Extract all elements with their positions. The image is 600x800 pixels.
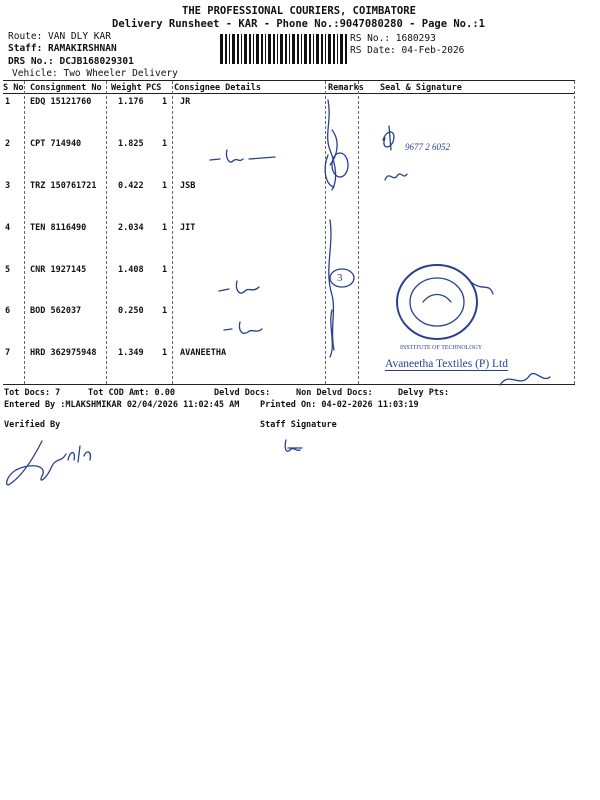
row-sno: 2: [5, 139, 11, 149]
staff-info: Staff: RAMAKIRSHNAN: [8, 43, 117, 54]
barcode-bar: [297, 34, 299, 64]
row-weight: 1.176: [118, 97, 144, 107]
row-pcs: 1: [162, 306, 168, 316]
handwritten-phone: 9677 2 6052: [405, 142, 450, 152]
staff-signature: [280, 436, 310, 458]
row-sno: 1: [5, 97, 11, 107]
table-top-rule: [3, 80, 575, 81]
barcode-bar: [328, 34, 331, 64]
col-header-remarks: Remarks: [328, 83, 364, 93]
barcode-bar: [321, 34, 323, 64]
total-cod: Tot COD Amt: 0.00: [88, 388, 175, 398]
delivery-points: Delvy Pts:: [398, 388, 450, 398]
seal-signatures: [375, 120, 505, 210]
barcode-bar: [273, 34, 275, 64]
barcode-bar: [292, 34, 295, 64]
barcode-bar: [277, 34, 278, 64]
stamp-circle-text: INSTITUTE OF TECHNOLOGY: [400, 345, 483, 351]
row-consignment: HRD 362975948: [30, 348, 97, 358]
printed-on: Printed On: 04-02-2026 11:03:19: [260, 400, 419, 410]
row-consignment: CNR 1927145: [30, 265, 87, 275]
barcode-bar: [304, 34, 307, 64]
barcode-bar: [340, 34, 343, 64]
barcode-bar: [244, 34, 247, 64]
col-divider: [24, 81, 25, 384]
col-header-sno: S No: [3, 83, 24, 93]
entered-by: Entered By :MLAKSHMIKAR 02/04/2026 11:02:45 AM: [4, 400, 240, 410]
row-weight: 2.034: [118, 223, 144, 233]
row-weight: 1.408: [118, 265, 144, 275]
barcode-bar: [280, 34, 283, 64]
row-consignee: JIT: [180, 223, 196, 233]
consignee-scribble: [205, 145, 285, 170]
remarks-handwriting: [310, 95, 370, 380]
staff-signature-label: Staff Signature: [260, 420, 337, 430]
col-header-weight: Weight: [111, 83, 142, 93]
row-weight: 1.825: [118, 139, 144, 149]
row-pcs: 1: [162, 348, 168, 358]
row-weight: 0.250: [118, 306, 144, 316]
barcode-bar: [313, 34, 314, 64]
barcode-bar: [301, 34, 302, 64]
consignee-scribble: [220, 318, 280, 340]
row-sno: 4: [5, 223, 11, 233]
barcode-bar: [265, 34, 266, 64]
barcode-bar: [232, 34, 235, 64]
barcode-bar: [268, 34, 271, 64]
total-docs: Tot Docs: 7: [4, 388, 61, 398]
row-pcs: 1: [162, 139, 168, 149]
row-pcs: 1: [162, 223, 168, 233]
col-header-consignee: Consignee Details: [174, 83, 261, 93]
row-weight: 0.422: [118, 181, 144, 191]
row-pcs: 1: [162, 181, 168, 191]
runsheet-title: Delivery Runsheet - KAR - Phone No.:9047080280 - Page No.:1: [112, 18, 485, 30]
col-divider: [172, 81, 173, 384]
barcode-bar: [229, 34, 230, 64]
remark-circle: [328, 266, 358, 290]
delivered-docs: Delvd Docs:: [214, 388, 271, 398]
row-consignee: JSB: [180, 181, 196, 191]
barcode-bar: [289, 34, 290, 64]
verifier-signature: [2, 436, 112, 496]
barcode-bar: [325, 34, 326, 64]
row-sno: 3: [5, 181, 11, 191]
row-pcs: 1: [162, 97, 168, 107]
barcode: [220, 34, 348, 64]
row-sno: 7: [5, 348, 11, 358]
row-consignee: JR: [180, 97, 191, 107]
table-header-rule: [3, 93, 575, 94]
barcode-bar: [261, 34, 263, 64]
row-weight: 1.349: [118, 348, 144, 358]
barcode-bar: [253, 34, 254, 64]
barcode-bar: [285, 34, 287, 64]
barcode-bar: [309, 34, 311, 64]
col-divider: [106, 81, 107, 384]
row-consignment: TRZ 150761721: [30, 181, 97, 191]
barcode-bar: [337, 34, 338, 64]
non-delivered-docs: Non Delvd Docs:: [296, 388, 373, 398]
row-sno: 5: [5, 265, 11, 275]
consignee-scribble: [215, 275, 275, 300]
barcode-bar: [241, 34, 242, 64]
rs-date: RS Date: 04-Feb-2026: [350, 45, 465, 56]
rs-number: RS No.: 1680293: [350, 33, 436, 44]
barcode-bar: [256, 34, 259, 64]
drs-number: DRS No.: DCJB168029301: [8, 56, 134, 67]
col-header-pcs: PCS: [146, 83, 162, 93]
row-consignee: AVANEETHA: [180, 348, 227, 358]
col-header-consignment: Consignment No: [30, 83, 102, 93]
row-sno: 6: [5, 306, 11, 316]
institute-stamp: [393, 262, 483, 344]
barcode-bar: [249, 34, 251, 64]
barcode-bar: [237, 34, 239, 64]
row-consignment: EDQ 15121760: [30, 97, 92, 107]
row-consignment: TEN 8116490: [30, 223, 87, 233]
barcode-bar: [333, 34, 335, 64]
remark-mark: 3: [337, 272, 343, 284]
row-consignment: CPT 714940: [30, 139, 82, 149]
barcode-bar: [225, 34, 227, 64]
row-pcs: 1: [162, 265, 168, 275]
verified-by-label: Verified By: [4, 420, 61, 430]
col-divider: [574, 81, 575, 384]
barcode-bar: [345, 34, 347, 64]
company-name: THE PROFESSIONAL COURIERS, COIMBATORE: [182, 5, 416, 17]
barcode-bar: [316, 34, 319, 64]
company-stamp: Avaneetha Textiles (P) Ltd: [385, 358, 508, 370]
table-bottom-rule: [3, 384, 575, 385]
barcode-bar: [220, 34, 223, 64]
row-consignment: BOD 562037: [30, 306, 82, 316]
vehicle-info: Vehicle: Two Wheeler Delivery: [12, 68, 178, 79]
route-info: Route: VAN DLY KAR: [8, 31, 111, 42]
col-header-seal: Seal & Signature: [380, 83, 462, 93]
stamp-signature: [495, 365, 555, 395]
